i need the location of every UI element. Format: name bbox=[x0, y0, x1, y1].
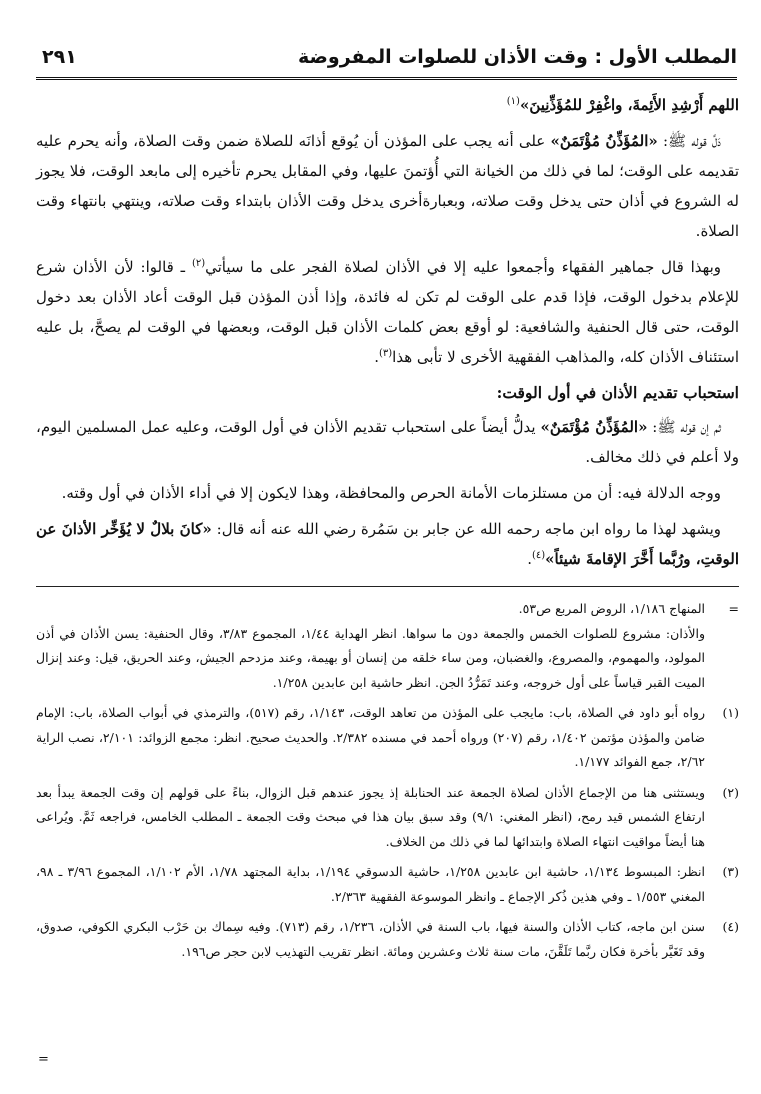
header-divider bbox=[36, 77, 737, 80]
subsection-heading: استحباب تقديم الأذان في أول الوقت: bbox=[496, 383, 739, 402]
footnote-ref-2[interactable]: (٢) bbox=[191, 258, 206, 269]
footnote-ref-3[interactable]: (٣) bbox=[378, 348, 393, 359]
paragraph-1 bbox=[36, 90, 739, 120]
paragraph-3 bbox=[36, 252, 739, 372]
paragraph-6-end: . bbox=[527, 550, 532, 568]
footnote-ref-1[interactable]: (١) bbox=[506, 96, 520, 107]
footnote-2 bbox=[36, 781, 739, 855]
continuation-text: المنهاج ١/١٨٦، الروض المربع ص٥٣. والأذان: مشروع للصلوات الخمس والجمعة دون ما سواها. انظر الهداية ١/٤٤، المجموع ٣/٨٣، وقال الحنفية: يسن الأذان في أذن المولود، والمهموم، والمصروع، والغضبان، ومن ساء خلقه من إنسان أو بهيمة، وعند مزدحم الجيش، وعند الحريق، قيل: وعند إنزال الميت القبر قياساً على أول خروجه، وعند تَمَرُّدُ الجن. انظر حاشية ابن عابدين ١/٢٥٨. bbox=[36, 601, 705, 690]
page-header bbox=[36, 40, 737, 80]
paragraph-4-rest: يدلُّ أيضاً على استحباب تقديم الأذان في أول الوقت، وعليه عمل المسلمين اليوم، ولا أعلم في ذلك مخالف. bbox=[36, 418, 739, 466]
footnote-number: (٢) bbox=[722, 784, 739, 800]
paragraph-4 bbox=[36, 412, 739, 472]
hadith-quote: «المُؤَذِّنُ مُؤْتَمَنٌ» bbox=[550, 132, 658, 150]
footnote-continuation bbox=[36, 597, 739, 695]
paragraph-6-start: ويشهد لهذا ما رواه ابن ماجه رحمه الله عن جابر بن سَمُرة رضي الله عنه أنه قال: bbox=[211, 520, 722, 538]
paragraph-2 bbox=[36, 126, 739, 246]
paragraph-6 bbox=[36, 514, 739, 574]
paragraph-2-rest: على أنه يجب على المؤذن أن يُوقع أذانَه للصلاة ضمن وقت الصلاة، وأنه يحرم عليه تقديمه على الوقت؛ لما في ذلك من الخيانة التي أُؤتمنَ عليها، وفي المقابل يحرم تأخيره إلى مابعد الوقت، فلا يجوز له الشروع في أذان حتى يدخل وقت صلاته، وبعبارةأخرى يدخل وقت الأذان بابتداء وقت صلاته، وينتهي بانتهاء وقت الصلاة. bbox=[36, 132, 739, 240]
paragraph-3-start: وبهذا قال جماهير الفقهاء وأجمعوا عليه إلا في الأذان لصلاة الفجر على ما سيأتي bbox=[205, 258, 722, 276]
footnote-3 bbox=[36, 860, 739, 909]
footnote-number: (١) bbox=[722, 705, 739, 720]
footnotes bbox=[36, 597, 739, 964]
paragraph-4-start: ثم إن قوله ﷺ: bbox=[647, 418, 721, 436]
section-title: المطلب الأول : وقت الأذان للصلوات المفروضة bbox=[298, 46, 737, 68]
paragraph-3-end: . bbox=[374, 348, 379, 366]
hadith-quote-2: «المُؤَذِّنُ مُؤْتَمَنٌ» bbox=[540, 418, 648, 436]
continuation-mark: = bbox=[728, 601, 739, 616]
footnote-number: (٤) bbox=[722, 919, 739, 934]
footnote-divider bbox=[36, 586, 739, 587]
footnote-4 bbox=[36, 915, 739, 964]
page-end-mark: = bbox=[38, 1052, 49, 1067]
footnote-number: (٣) bbox=[722, 864, 739, 879]
paragraph-3-rest: ـ قالوا: لأن الأذان شرع للإعلام بدخول الوقت، فإذا قدم على الوقت لم تكن له فائدة، وإذا أذن المؤذن قبل الوقت أعاد الأذان بعد دخول الوقت، حتى قال الحنفية والشافعية: لو أوقع بعض كلمات الأذان قبل الوقت، وبعضها في الوقت لم يصحَّ، بل عليه استئناف الأذان كله، والمذاهب الفقهية الأخرى لا تأبى هذا bbox=[36, 258, 739, 366]
footnote-text: رواه أبو داود في الصلاة، باب: مايجب على المؤذن من تعاهد الوقت، ١/١٤٣، رقم (٥١٧)، والترمذي في أبواب الصلاة، باب: الإمام ضامن والمؤذن مؤتمن ١/٤٠٢، رقم (٢٠٧) ورواه أحمد في مسنده ٢/٣٨٢. والحديث صحيح. انظر: مجمع الزوائد: ٢/١٠١، نصب الراية ٢/٦٢، جمع الفوائد ١/١٧٧. bbox=[36, 705, 705, 769]
hadith-quote-3: «كانَ بلالٌ لا يُؤَخِّر الأذانَ عن الوقتِ، ورُبَّما أَخَّرَ الإقامةَ شيئاً» bbox=[36, 520, 739, 568]
footnote-ref-4[interactable]: (٤) bbox=[531, 550, 546, 561]
main-text bbox=[36, 90, 739, 970]
page-number: ٢٩١ bbox=[42, 46, 77, 68]
paragraph-5: ووجه الدلالة فيه: أن من مستلزمات الأمانة الحرص والمحافظة، وهذا لايكون إلا في أداء الأذان في أول وقته. bbox=[61, 484, 721, 502]
hadith-end: اللهم أَرْشِدِ الأَئِمةَ، واغْفِرْ للمُؤَذِّنِينَ» bbox=[519, 96, 739, 114]
footnote-text: انظر: المبسوط ١/١٣٤، حاشية ابن عابدين ١/٢٥٨، حاشية الدسوقي ١/١٩٤، بداية المجتهد ١/٧٨، الأم ١/١٠٢، المجموع ٣/٩٦ ـ ٩٨، المغني ١/٥٥٣ ـ وفي هذين ذُكر الإجماع ـ وانظر الموسوعة الفقهية ٢/٣٦٣. bbox=[36, 864, 706, 904]
paragraph-2-start: دَلَّ قوله ﷺ: bbox=[657, 132, 721, 150]
footnote-1 bbox=[36, 701, 739, 775]
footnote-text: سنن ابن ماجه، كتاب الأذان والسنة فيها، باب السنة في الأذان، ١/٢٣٦، رقم (٧١٣). وفيه سِماك بن حَرْب البكري الكوفي، صدوق، وقد تَغَيَّر بأخرة فكان ربَّما تَلَقَّنَ، مات سنة ثلاث وعشرين ومائة. انظر تقريب التهذيب لابن حجر ص١٩٦. bbox=[36, 919, 705, 959]
footnote-text: ويستثنى هنا من الإجماع الأذان لصلاة الجمعة عند الحنابلة إذ يجوز عندهم قبل الزوال، بناءً على قولهم إن وقت الجمعة يبدأ بعد ارتفاع الشمس قيد رمح، (انظر المغني: ٩/١) وقد سبق بيان هذا في مبحث وقت الجمعة ـ المطلب الخامس، فراجعه ثَمَّ. ويُراعى هنا أيضاً مواقيت انتهاء الصلاة وابتدائها لما في ذلك من الخلاف. bbox=[36, 784, 705, 849]
